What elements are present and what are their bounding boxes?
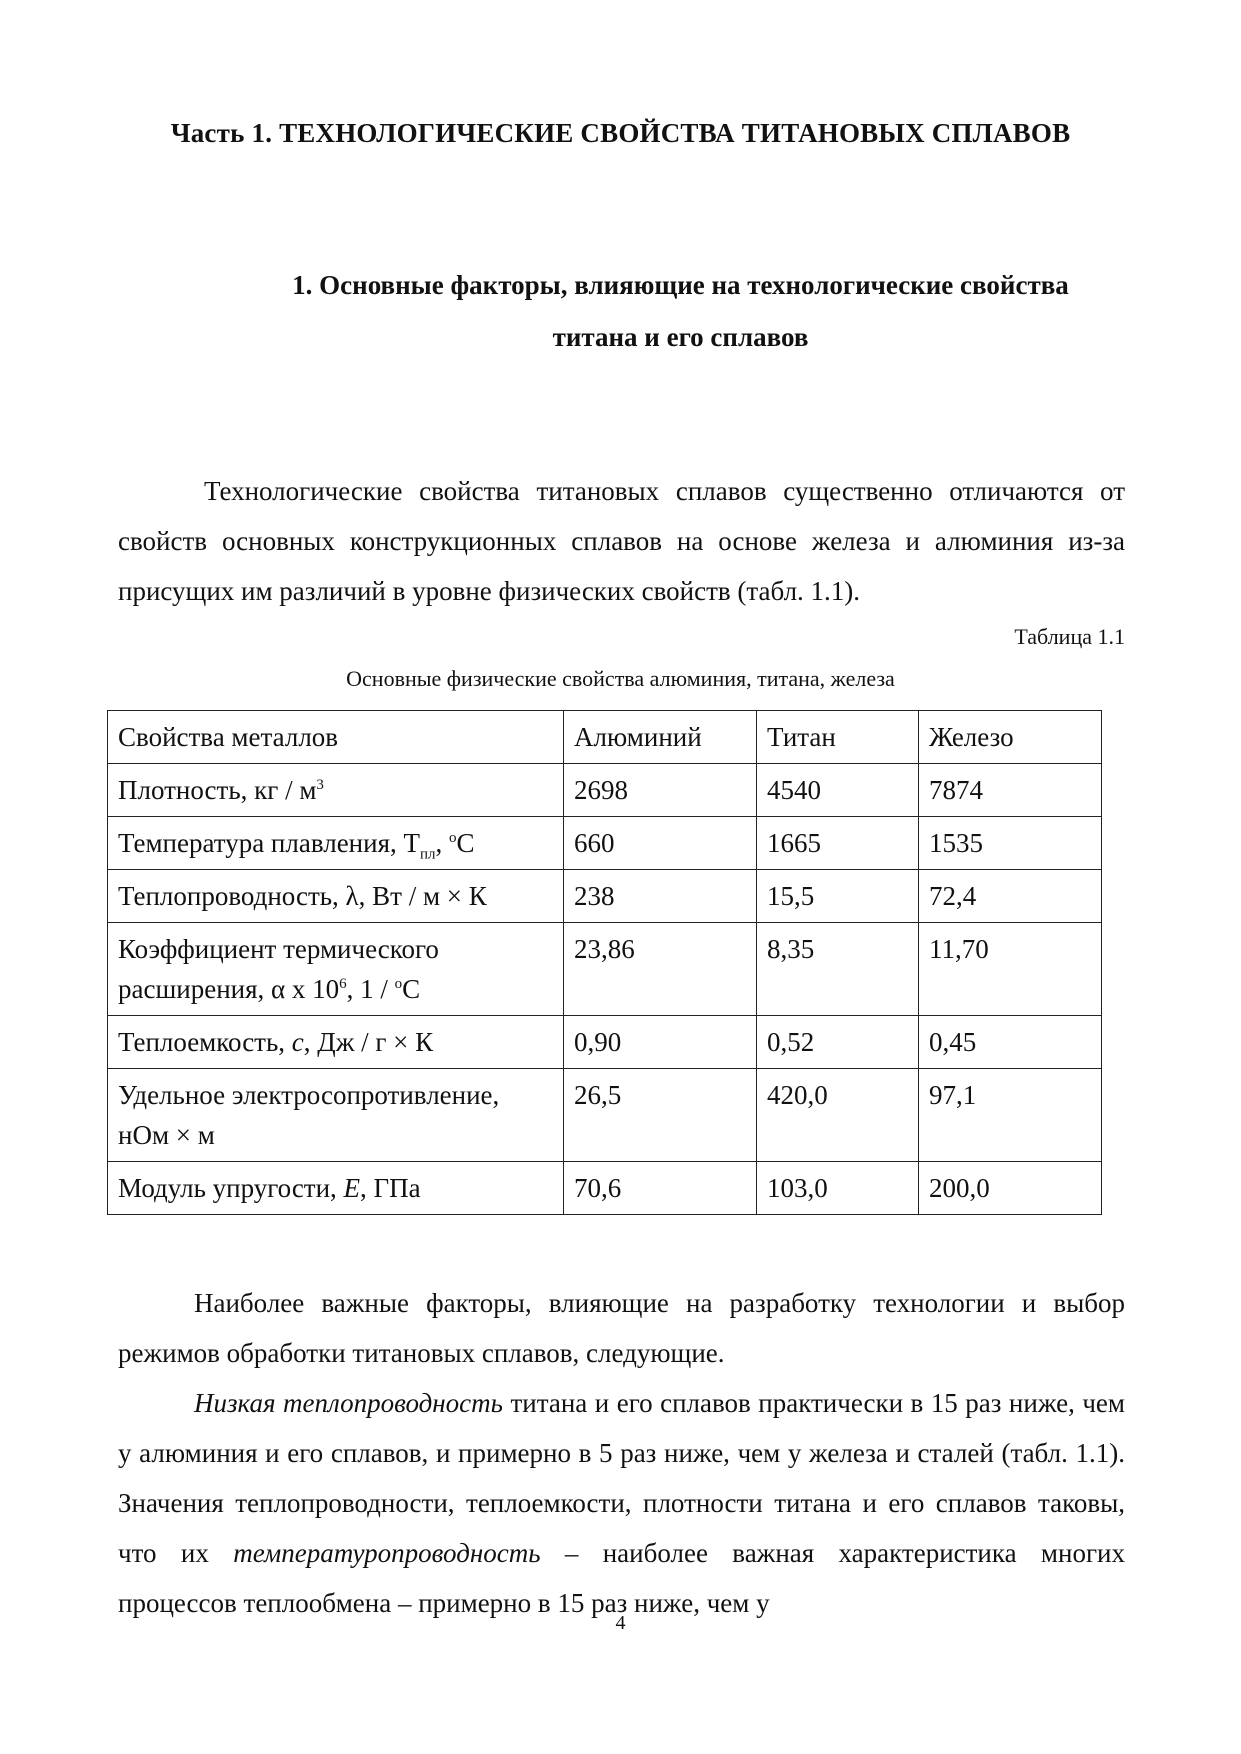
page-number: 4 xyxy=(615,1612,626,1634)
table-row xyxy=(108,764,1102,817)
table-cell: 11,70 xyxy=(919,923,1102,1016)
table-cell: 1665 xyxy=(757,817,919,870)
row-label: Температура плавления, $Т_{пл}$, $^o$С xyxy=(108,817,564,870)
table-cell: 2698 xyxy=(564,764,757,817)
row-label: Удельное электросопротивление, нОм × м xyxy=(108,1069,564,1162)
table-header-cell: Титан xyxy=(757,711,919,764)
table-header-cell: Свойства металлов xyxy=(108,711,564,764)
table-cell: 26,5 xyxy=(564,1069,757,1162)
table-cell: 0,90 xyxy=(564,1016,757,1069)
table-cell: 70,6 xyxy=(564,1162,757,1215)
table-caption: Основные физические свойства алюминия, титана, железа xyxy=(346,666,895,691)
italic-term: температуропроводность xyxy=(233,1538,541,1568)
table-cell: 0,52 xyxy=(757,1016,919,1069)
table-cell: 23,86 xyxy=(564,923,757,1016)
section-title-line2: титана и его сплавов xyxy=(552,322,809,352)
table-cell: 0,45 xyxy=(919,1016,1102,1069)
table-cell: 420,0 xyxy=(757,1069,919,1162)
table-cell: 7874 xyxy=(919,764,1102,817)
table-number: Таблица 1.1 xyxy=(1014,624,1125,649)
table-cell: 200,0 xyxy=(919,1162,1102,1215)
properties-table xyxy=(107,710,1102,1215)
paragraph-factors-text: Наиболее важные факторы, влияющие на разработку технологии и выбор режимов обработки титановых сплавов, следующие. xyxy=(118,1288,1125,1368)
table-cell: 4540 xyxy=(757,764,919,817)
row-label: Плотность, кг / $м^3$ xyxy=(108,764,564,817)
table-row xyxy=(108,1162,1102,1215)
table-cell: 97,1 xyxy=(919,1069,1102,1162)
table-row xyxy=(108,817,1102,870)
table-cell: 15,5 xyxy=(757,870,919,923)
table-cell: 660 xyxy=(564,817,757,870)
table-header-cell: Железо xyxy=(919,711,1102,764)
italic-term: Низкая теплопроводность xyxy=(194,1388,503,1418)
table-cell: 72,4 xyxy=(919,870,1102,923)
table-header-cell: Алюминий xyxy=(564,711,757,764)
row-label: Теплоемкость, c, Дж / г × К xyxy=(108,1016,564,1069)
table-cell: 103,0 xyxy=(757,1162,919,1215)
intro-paragraph xyxy=(118,466,1125,616)
intro-paragraph-text: Технологические свойства титановых сплавов существенно отличаются от свойств основных конструкционных сплавов на основе железа и алюминия из-за присущих им различий в уровне физических свойств (табл. 1.1). xyxy=(118,476,1125,606)
table-cell: 1535 xyxy=(919,817,1102,870)
table-cell: 8,35 xyxy=(757,923,919,1016)
paragraph-factors xyxy=(118,1278,1125,1378)
table-row xyxy=(108,870,1102,923)
table-row xyxy=(108,1016,1102,1069)
paragraph-conductivity: Низкая теплопроводность титана и его сплавов практически в 15 раз ниже, чем у алюминия и его сплавов, и примерно в 5 раз ниже, чем у железа и сталей (табл. 1.1). Значения теплопроводности, теплоемкости, плотности титана и его сплавов таковы, что их температуропроводность – наиболее важная характеристика многих процессов теплообмена – примерно в 15 раз ниже, чем у xyxy=(118,1388,1125,1618)
table-cell: 238 xyxy=(564,870,757,923)
section-title-line1: 1. Основные факторы, влияющие на технологические свойства xyxy=(292,270,1069,300)
part-title: Часть 1. ТЕХНОЛОГИЧЕСКИЕ СВОЙСТВА ТИТАНОВЫХ СПЛАВОВ xyxy=(170,118,1071,148)
table-header-row xyxy=(108,711,1102,764)
table-row xyxy=(108,923,1102,1016)
table-row xyxy=(108,1069,1102,1162)
row-label: Модуль упругости, E, ГПа xyxy=(108,1162,564,1215)
row-label: Теплопроводность, λ, Вт / м × К xyxy=(108,870,564,923)
row-label: Коэффициент термического расширения, α x $10^6$, 1 / $^o$С xyxy=(108,923,564,1016)
